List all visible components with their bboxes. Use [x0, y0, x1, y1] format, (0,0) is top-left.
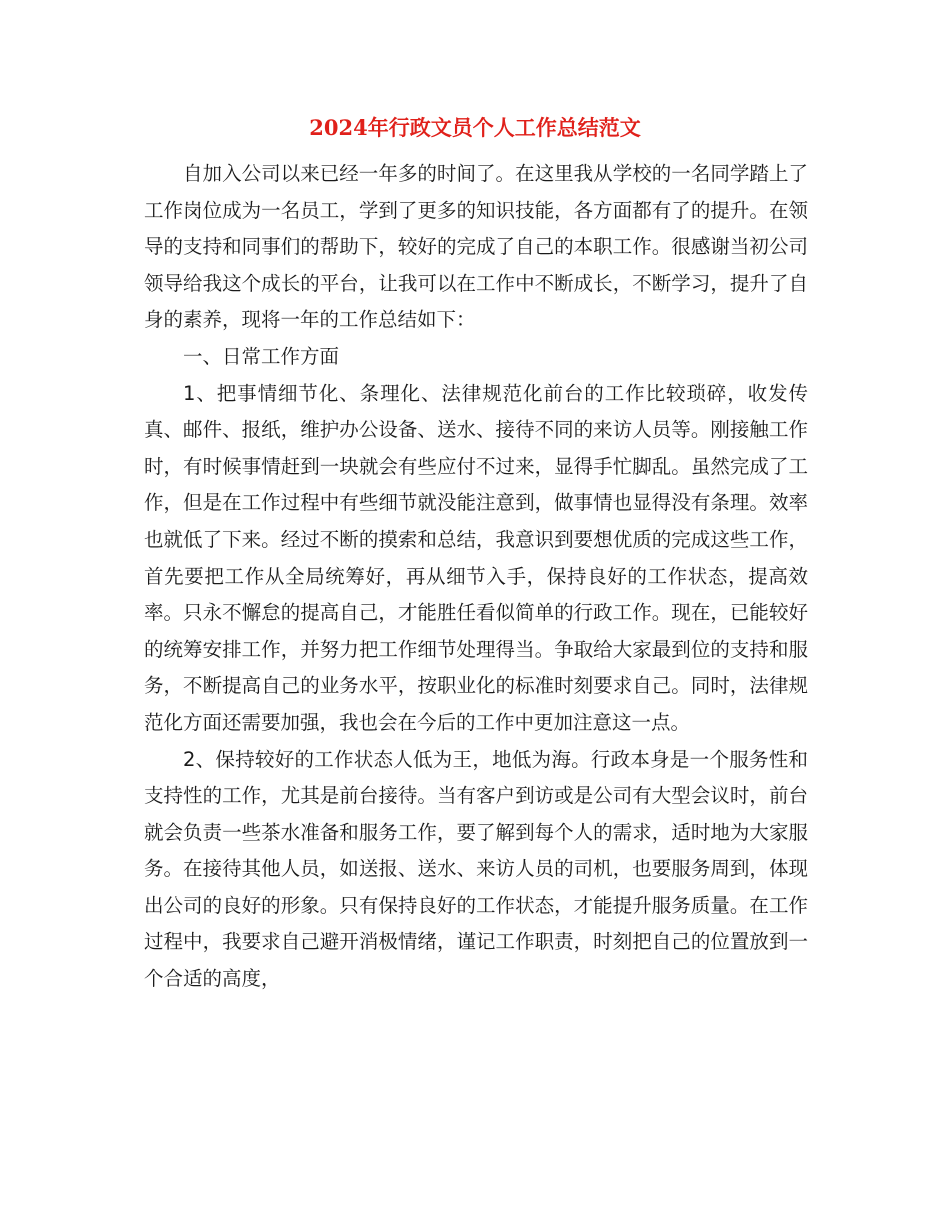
document-body: [144, 156, 808, 998]
paragraph-intro: 自加入公司以来已经一年多的时间了。在这里我从学校的一名同学踏上了工作岗位成为一名员工，学到了更多的知识技能，各方面都有了的提升。在领导的支持和同事们的帮助下，较好的完成了自己的本职工作。很感谢当初公司领导给我这个成长的平台，让我可以在工作中不断成长，不断学习，提升了自身的素养，现将一年的工作总结如下：: [144, 162, 808, 332]
section-heading-daily-work: 一、日常工作方面: [183, 344, 340, 368]
paragraph-item-2: 2、保持较好的工作状态人低为王，地低为海。行政本身是一个服务性和支持性的工作，尤其是前台接待。当有客户到访或是公司有大型会议时，前台就会负责一些茶水准备和服务工作，要了解到每个人的需求，适时地为大家服务。在接待其他人员，如送报、送水、来访人员的司机，也要服务周到，体现出公司的良好的形象。只有保持良好的工作状态，才能提升服务质量。在工作过程中，我要求自己避开消极情绪，谨记工作职责，时刻把自己的位置放到一个合适的高度，: [144, 747, 808, 991]
document-title: 2024年行政文员个人工作总结范文: [309, 115, 641, 140]
paragraph-item-1: 1、把事情细节化、条理化、法律规范化前台的工作比较琐碎，收发传真、邮件、报纸，维护办公设备、送水、接待不同的来访人员等。刚接触工作时，有时候事情赶到一块就会有些应付不过来，显得手忙脚乱。虽然完成了工作，但是在工作过程中有些细节就没能注意到，做事情也显得没有条理。效率也就低了下来。经过不断的摸索和总结，我意识到要想优质的完成这些工作，首先要把工作从全局统筹好，再从细节入手，保持良好的工作状态，提高效率。只永不懈怠的提高自己，才能胜任看似简单的行政工作。现在，已能较好的统筹安排工作，并努力把工作细节处理得当。争取给大家最到位的支持和服务，不断提高自己的业务水平，按职业化的标准时刻要求自己。同时，法律规范化方面还需要加强，我也会在今后的工作中更加注意这一点。: [144, 381, 808, 734]
